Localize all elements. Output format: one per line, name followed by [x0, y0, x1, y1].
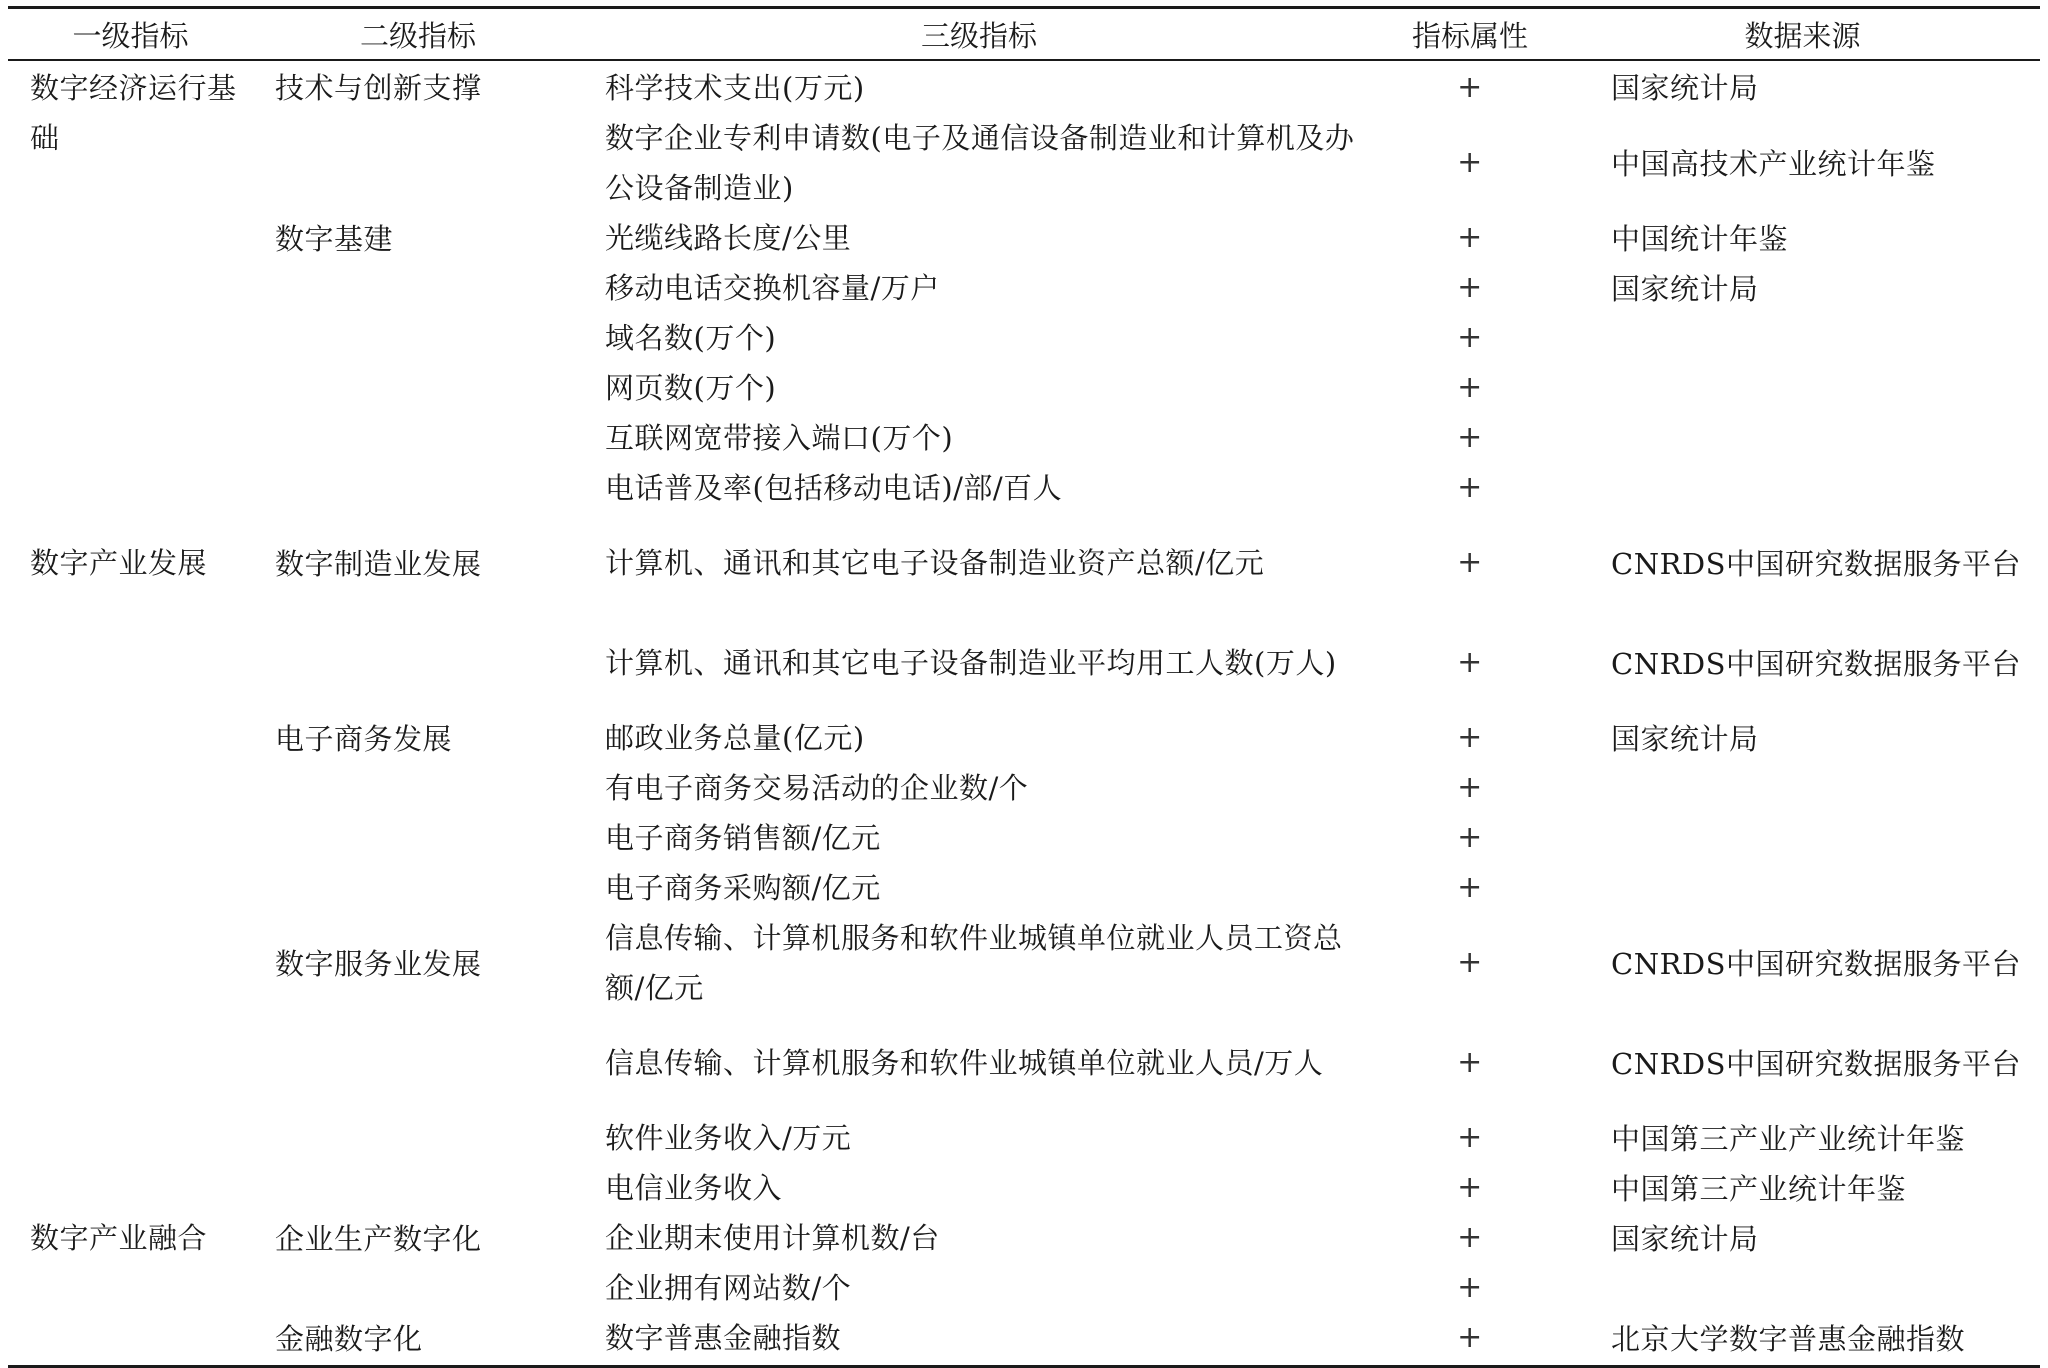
source-cell: CNRDS中国研究数据服务平台: [1611, 647, 2022, 681]
level3-cell: 有电子商务交易活动的企业数/个: [605, 770, 1029, 805]
table-row: [8, 1263, 2040, 1313]
level3-cell: 数字企业专利申请数(电子及通信设备制造业和计算机及办公设备制造业): [605, 120, 1355, 205]
source-cell: 国家统计局: [1611, 272, 1759, 306]
attribute-cell: +: [1457, 270, 1483, 305]
header-level3: 三级指标: [920, 18, 1037, 53]
source-cell: CNRDS中国研究数据服务平台: [1611, 1047, 2022, 1081]
attribute-cell: +: [1457, 1220, 1483, 1255]
attribute-cell: +: [1457, 945, 1483, 980]
header-level1: 一级指标: [72, 18, 189, 53]
level1-cell: 数字产业融合: [30, 1220, 208, 1255]
table-row: [8, 113, 2040, 213]
attribute-cell: +: [1457, 720, 1483, 755]
level3-cell: 计算机、通讯和其它电子设备制造业资产总额/亿元: [605, 545, 1265, 580]
level3-cell: 数字普惠金融指数: [605, 1320, 842, 1355]
header-attribute: 指标属性: [1411, 18, 1528, 53]
table-row: [8, 1163, 2040, 1213]
attribute-cell: +: [1457, 770, 1483, 805]
attribute-cell: +: [1457, 1270, 1483, 1305]
level3-cell: 信息传输、计算机服务和软件业城镇单位就业人员/万人: [605, 1045, 1324, 1080]
attribute-cell: +: [1457, 1045, 1483, 1080]
table-row: [8, 1213, 2040, 1263]
attribute-cell: +: [1457, 320, 1483, 355]
level3-cell: 互联网宽带接入端口(万个): [605, 420, 954, 455]
table-row: [8, 1313, 2040, 1363]
source-cell: 中国统计年鉴: [1611, 222, 1789, 256]
level3-cell: 电话普及率(包括移动电话)/部/百人: [605, 470, 1063, 505]
header-source: 数据来源: [1744, 18, 1861, 53]
level3-cell: 电子商务销售额/亿元: [605, 820, 881, 855]
table-row: [8, 913, 2040, 1013]
attribute-cell: +: [1457, 1320, 1483, 1355]
attribute-cell: +: [1457, 370, 1483, 405]
table-row: [8, 813, 2040, 863]
level3-cell: 移动电话交换机容量/万户: [605, 270, 940, 305]
level1-cell: 数字经济运行基础: [30, 70, 237, 155]
table-row: [8, 1113, 2040, 1163]
level3-cell: 网页数(万个): [605, 370, 777, 405]
level2-cell: 企业生产数字化: [275, 1222, 482, 1256]
level2-cell: 电子商务发展: [275, 722, 453, 756]
attribute-cell: +: [1457, 1170, 1483, 1205]
table-row: [8, 863, 2040, 913]
attribute-cell: +: [1457, 645, 1483, 680]
level2-cell: 数字服务业发展: [275, 947, 482, 981]
level2-cell: 数字基建: [275, 222, 394, 256]
attribute-cell: +: [1457, 870, 1483, 905]
table-row: [8, 463, 2040, 513]
attribute-cell: +: [1457, 420, 1483, 455]
table-row: [8, 213, 2040, 263]
level3-cell: 软件业务收入/万元: [605, 1120, 852, 1155]
attribute-cell: +: [1457, 220, 1483, 255]
level1-cell: 数字产业发展: [30, 545, 208, 580]
attribute-cell: +: [1457, 820, 1483, 855]
level2-cell: 技术与创新支撑: [275, 70, 482, 105]
level3-cell: 邮政业务总量(亿元): [605, 720, 865, 755]
level2-cell: 金融数字化: [275, 1322, 423, 1356]
level3-cell: 信息传输、计算机服务和软件业城镇单位就业人员工资总额/亿元: [605, 920, 1343, 1005]
section-gap: [8, 513, 2040, 538]
table-row: [8, 363, 2040, 413]
level2-cell: 数字制造业发展: [275, 547, 482, 581]
bottom-rule: [8, 1365, 2040, 1368]
level3-cell: 科学技术支出(万元): [605, 70, 865, 105]
table-row: [8, 763, 2040, 813]
source-cell: 中国高技术产业统计年鉴: [1611, 147, 1936, 181]
attribute-cell: +: [1457, 69, 1483, 105]
level3-cell: 企业拥有网站数/个: [605, 1270, 852, 1305]
section-gap: [8, 588, 2040, 613]
table-body: [8, 61, 2040, 1363]
indicator-table: [8, 6, 2040, 1368]
level3-cell: 域名数(万个): [605, 320, 777, 355]
source-cell: 国家统计局: [1611, 70, 1759, 105]
table-row: [8, 1013, 2040, 1113]
attribute-cell: +: [1457, 545, 1483, 580]
attribute-cell: +: [1457, 1120, 1483, 1155]
table-row: [8, 713, 2040, 763]
header-level2: 二级指标: [359, 18, 476, 53]
table-row: [8, 538, 2040, 588]
level3-cell: 电子商务采购额/亿元: [605, 870, 881, 905]
table-row: [8, 63, 2040, 155]
level3-cell: 电信业务收入: [605, 1170, 783, 1205]
attribute-cell: +: [1457, 470, 1483, 505]
table-header: [8, 9, 2040, 59]
attribute-cell: +: [1457, 145, 1483, 180]
level3-cell: 计算机、通讯和其它电子设备制造业平均用工人数(万人): [605, 645, 1337, 680]
table-row: [8, 613, 2040, 713]
table-row: [8, 263, 2040, 313]
table-row: [8, 313, 2040, 363]
source-cell: 国家统计局: [1611, 722, 1759, 756]
source-cell: CNRDS中国研究数据服务平台: [1611, 947, 2022, 981]
table-row: [8, 413, 2040, 463]
source-cell: 北京大学数字普惠金融指数: [1611, 1322, 1966, 1356]
level3-cell: 企业期末使用计算机数/台: [605, 1220, 940, 1255]
source-cell: 中国第三产业统计年鉴: [1611, 1172, 1907, 1206]
level3-cell: 光缆线路长度/公里: [605, 220, 852, 255]
source-cell: CNRDS中国研究数据服务平台: [1611, 547, 2022, 581]
source-cell: 中国第三产业产业统计年鉴: [1611, 1122, 1966, 1156]
source-cell: 国家统计局: [1611, 1222, 1759, 1256]
